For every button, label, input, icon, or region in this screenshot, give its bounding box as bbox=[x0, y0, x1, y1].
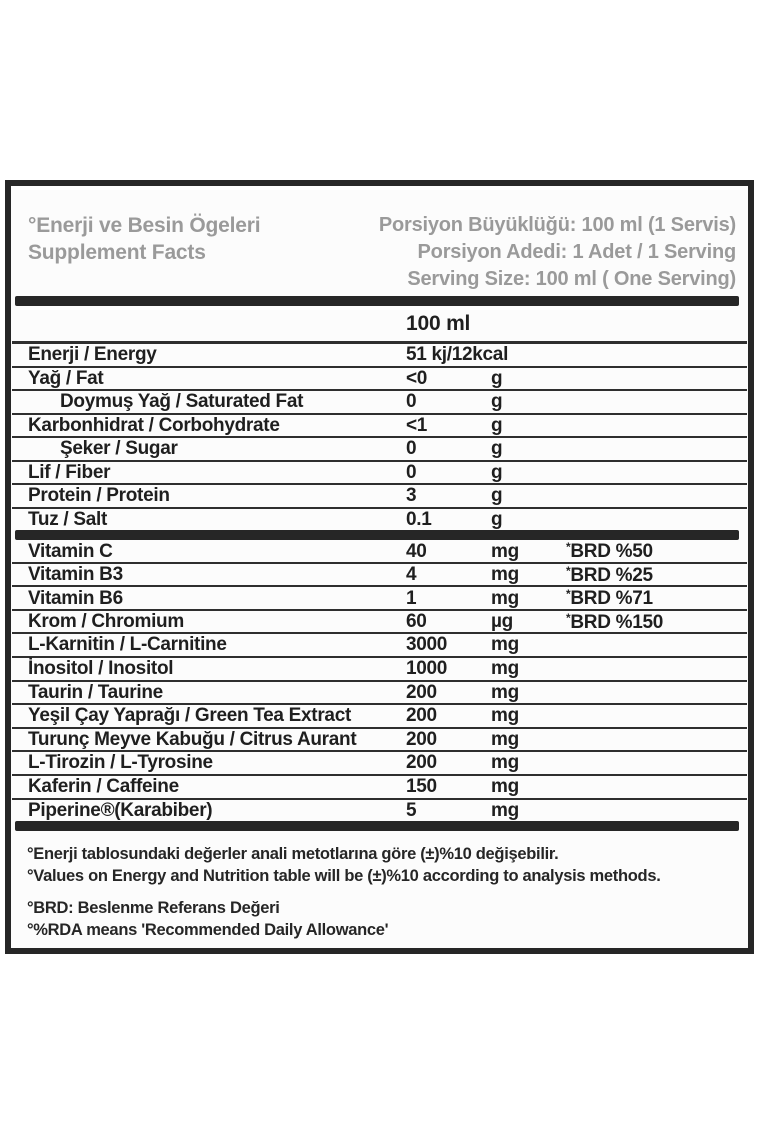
nutrient-brd-percentage: *BRD %150 bbox=[566, 610, 664, 633]
table-row bbox=[12, 752, 747, 776]
nutrient-value: 150 bbox=[406, 775, 437, 797]
label-title-line2: Supplement Facts bbox=[28, 241, 206, 264]
nutrient-unit: mg bbox=[491, 540, 519, 562]
nutrient-value: 200 bbox=[406, 728, 437, 750]
table-row bbox=[12, 611, 747, 635]
nutrient-value: 60 bbox=[406, 611, 427, 633]
nutrient-label: Turunç Meyve Kabuğu / Citrus Aurant bbox=[28, 728, 357, 750]
nutrient-value: 0 bbox=[406, 391, 417, 412]
serving-count-line: Porsiyon Adedi: 1 Adet / 1 Serving bbox=[417, 241, 736, 263]
nutrient-unit: µg bbox=[491, 611, 513, 633]
serving-size-line: Porsiyon Büyüklüğü: 100 ml (1 Servis) bbox=[378, 214, 736, 236]
nutrient-label: Şeker / Sugar bbox=[60, 438, 178, 459]
brd-asterisk-marker: * bbox=[566, 540, 571, 554]
table-row bbox=[12, 800, 747, 822]
label-box bbox=[5, 180, 754, 954]
table-row bbox=[12, 415, 747, 439]
brd-asterisk-marker: * bbox=[566, 563, 571, 578]
footnote-rda-en: °%RDA means 'Recommended Daily Allowance' bbox=[27, 920, 389, 939]
divider-bar-middle bbox=[15, 530, 739, 540]
nutrient-unit: mg bbox=[491, 705, 519, 727]
nutrient-value: 200 bbox=[406, 752, 437, 774]
table-row bbox=[12, 368, 747, 392]
nutrient-value: 3 bbox=[406, 485, 417, 506]
table-row bbox=[12, 540, 747, 564]
table-row bbox=[12, 438, 747, 462]
nutrient-label: Lif / Fiber bbox=[28, 461, 111, 483]
nutrient-unit: mg bbox=[491, 728, 519, 750]
nutrient-value: 4 bbox=[406, 564, 417, 586]
table-row bbox=[12, 391, 747, 415]
nutrient-value: 1 bbox=[406, 587, 417, 609]
table-row bbox=[12, 658, 747, 682]
table-row bbox=[12, 705, 747, 729]
nutrient-label: Doymuş Yağ / Saturated Fat bbox=[60, 391, 304, 412]
table-row bbox=[12, 344, 747, 368]
nutrient-value: <1 bbox=[406, 414, 428, 436]
nutrient-label: Piperine®(Karabiber) bbox=[28, 799, 213, 821]
nutrient-unit: g bbox=[491, 508, 503, 530]
table-row bbox=[12, 462, 747, 486]
label-title-line1: °Enerji ve Besin Ögeleri bbox=[28, 214, 261, 237]
nutrient-unit: g bbox=[491, 414, 503, 436]
nutrient-unit: mg bbox=[491, 775, 519, 797]
nutrient-unit: g bbox=[491, 461, 503, 483]
nutrient-value: 1000 bbox=[406, 657, 448, 679]
divider-bar-bottom bbox=[15, 821, 739, 831]
footnotes bbox=[11, 831, 748, 941]
nutrient-unit: g bbox=[491, 438, 503, 459]
macronutrient-rows bbox=[12, 344, 747, 530]
nutrient-label: Vitamin C bbox=[28, 540, 113, 562]
table-row bbox=[12, 634, 747, 658]
nutrient-label: Karbonhidrat / Corbohydrate bbox=[28, 414, 280, 436]
serving-info bbox=[379, 212, 736, 293]
nutrient-brd-percentage: *BRD %50 bbox=[566, 540, 653, 562]
nutrient-value: 200 bbox=[406, 681, 437, 703]
nutrient-value: 0 bbox=[406, 461, 417, 483]
micronutrient-rows bbox=[12, 540, 747, 821]
nutrient-label: Protein / Protein bbox=[28, 485, 170, 506]
brd-asterisk-marker: * bbox=[566, 610, 571, 625]
nutrient-label: L-Tirozin / L-Tyrosine bbox=[28, 752, 213, 774]
nutrient-label: Yağ / Fat bbox=[28, 367, 104, 389]
nutrient-unit: mg bbox=[491, 634, 519, 656]
nutrient-label: L-Karnitin / L-Carnitine bbox=[28, 634, 227, 656]
nutrient-unit: g bbox=[491, 485, 503, 506]
nutrient-label: Tuz / Salt bbox=[28, 508, 107, 530]
nutrient-brd-percentage: *BRD %71 bbox=[566, 587, 653, 610]
nutrient-label: Vitamin B6 bbox=[28, 587, 123, 609]
label-title bbox=[28, 212, 260, 266]
nutrient-unit: mg bbox=[491, 681, 519, 703]
nutrient-label: Yeşil Çay Yaprağı / Green Tea Extract bbox=[28, 705, 351, 727]
nutrient-label: Taurin / Taurine bbox=[28, 681, 163, 703]
footnote-brd-tr: °BRD: Beslenme Referans Değeri bbox=[27, 899, 280, 918]
footnote-analysis-tr: °Enerji tablosundaki değerler anali metotlarına göre (±)%10 değişebilir. bbox=[27, 845, 559, 864]
label-header bbox=[11, 186, 748, 296]
nutrient-label: Krom / Chromium bbox=[28, 611, 184, 633]
nutrient-label: Kaferin / Caffeine bbox=[28, 775, 179, 797]
table-row bbox=[12, 587, 747, 611]
table-column-header-row bbox=[12, 306, 747, 344]
nutrient-unit: g bbox=[491, 391, 503, 412]
nutrient-unit: g bbox=[491, 367, 503, 389]
table-row bbox=[12, 485, 747, 509]
amount-column-header: 100 ml bbox=[406, 311, 471, 335]
nutrient-value: 0.1 bbox=[406, 508, 432, 530]
nutrient-unit: mg bbox=[491, 564, 519, 586]
nutrient-value: <0 bbox=[406, 367, 428, 389]
nutrient-brd-percentage: *BRD %25 bbox=[566, 563, 653, 586]
table-row bbox=[12, 729, 747, 753]
nutrient-unit: mg bbox=[491, 752, 519, 774]
table-row bbox=[12, 682, 747, 706]
nutrient-value: 0 bbox=[406, 438, 417, 459]
nutrient-unit: mg bbox=[491, 657, 519, 679]
divider-bar-top bbox=[15, 296, 739, 306]
table-row bbox=[12, 776, 747, 800]
nutrient-value: 40 bbox=[406, 540, 427, 562]
nutrient-label: Vitamin B3 bbox=[28, 564, 123, 586]
brd-asterisk-marker: * bbox=[566, 587, 571, 602]
footnote-analysis-en: °Values on Energy and Nutrition table will be (±)%10 according to analysis methods. bbox=[27, 866, 661, 885]
nutrient-unit: mg bbox=[491, 587, 519, 609]
nutrient-value: 3000 bbox=[406, 634, 448, 656]
table-row bbox=[12, 509, 747, 531]
nutrient-value: 5 bbox=[406, 799, 417, 821]
nutrient-label: Enerji / Energy bbox=[28, 344, 157, 365]
serving-size-en-line: Serving Size: 100 ml ( One Serving) bbox=[407, 268, 736, 290]
analysis-footnote-block bbox=[27, 844, 738, 887]
brd-footnote-block bbox=[27, 898, 738, 941]
nutrient-value: 51 kj/12kcal bbox=[406, 344, 509, 365]
nutrient-label: İnositol / Inositol bbox=[28, 657, 174, 679]
nutrient-unit: mg bbox=[491, 799, 519, 821]
nutrient-value: 200 bbox=[406, 705, 437, 727]
table-row bbox=[12, 564, 747, 588]
